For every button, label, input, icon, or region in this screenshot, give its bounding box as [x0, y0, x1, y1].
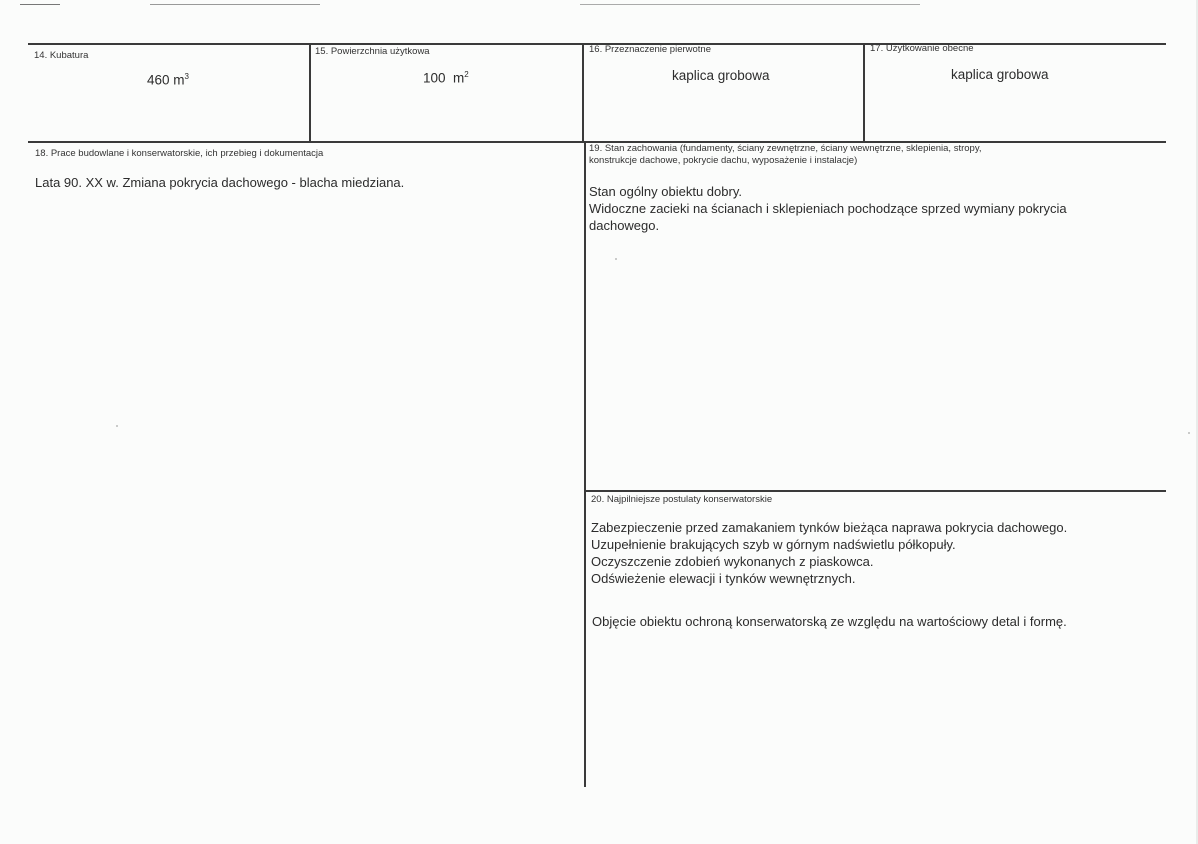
- field-16-value: kaplica grobowa: [672, 68, 770, 83]
- field-14-number: 460 m: [147, 72, 185, 88]
- scan-speck: [1188, 432, 1190, 434]
- field-17-label: 17. Użytkowanie obecne: [870, 43, 974, 54]
- scan-speck: [615, 258, 617, 260]
- field-15-value: [423, 70, 469, 86]
- field-20-line: Uzupełnienie brakujących szyb w górnym nadświetlu półkopuły.: [591, 537, 956, 552]
- field-19-label-line-1: 19. Stan zachowania (fundamenty, ściany zewnętrzne, ściany wewnętrzne, sklepienia, stropy,: [589, 143, 982, 154]
- divider-16-17: [863, 43, 865, 142]
- field-17-value: kaplica grobowa: [951, 67, 1049, 82]
- divider-15-16: [582, 43, 584, 142]
- field-20-line: Zabezpieczenie przed zamakaniem tynków bieżąca naprawa pokrycia dachowego.: [591, 520, 1068, 535]
- field-16-label: 16. Przeznaczenie pierwotne: [589, 44, 711, 55]
- field-18-content: [35, 174, 404, 191]
- field-14-label: 14. Kubatura: [34, 50, 89, 61]
- scan-artifact-top: [20, 4, 1170, 5]
- field-18-line: Lata 90. XX w. Zmiana pokrycia dachowego - blacha miedziana.: [35, 175, 405, 190]
- field-19-line: dachowego.: [589, 218, 660, 233]
- field-15-number: 100 m: [423, 70, 465, 86]
- rule-field20-top: [585, 490, 1166, 492]
- divider-18-19: [584, 141, 586, 787]
- field-15-unit-exponent: 2: [464, 70, 469, 79]
- field-20-line: Oczyszczenie zdobień wykonanych z piaskowca.: [591, 554, 874, 569]
- scan-speck: [116, 425, 118, 427]
- field-15-label: 15. Powierzchnia użytkowa: [315, 46, 430, 57]
- field-20-closing: Objęcie obiektu ochroną konserwatorską ze względu na wartościowy detal i formę.: [592, 614, 1067, 629]
- field-19-line: Widoczne zacieki na ścianach i sklepieniach pochodzące sprzed wymiany pokrycia: [589, 201, 1067, 216]
- field-19-line: Stan ogólny obiektu dobry.: [589, 184, 742, 199]
- divider-14-15: [309, 43, 311, 142]
- field-14-value: [147, 72, 189, 88]
- field-20-content: [591, 519, 1067, 587]
- field-20-line: Odświeżenie elewacji i tynków wewnętrznych.: [591, 571, 856, 586]
- field-19-label-line-2: konstrukcje dachowe, pokrycie dachu, wyposażenie i instalacje): [589, 155, 858, 166]
- field-19-label: [589, 143, 982, 167]
- field-20-label: 20. Najpilniejsze postulaty konserwatorskie: [591, 494, 773, 505]
- field-14-unit-exponent: 3: [184, 72, 189, 81]
- field-19-content: [589, 183, 1067, 234]
- field-18-label: 18. Prace budowlane i konserwatorskie, ich przebieg i dokumentacja: [35, 148, 324, 159]
